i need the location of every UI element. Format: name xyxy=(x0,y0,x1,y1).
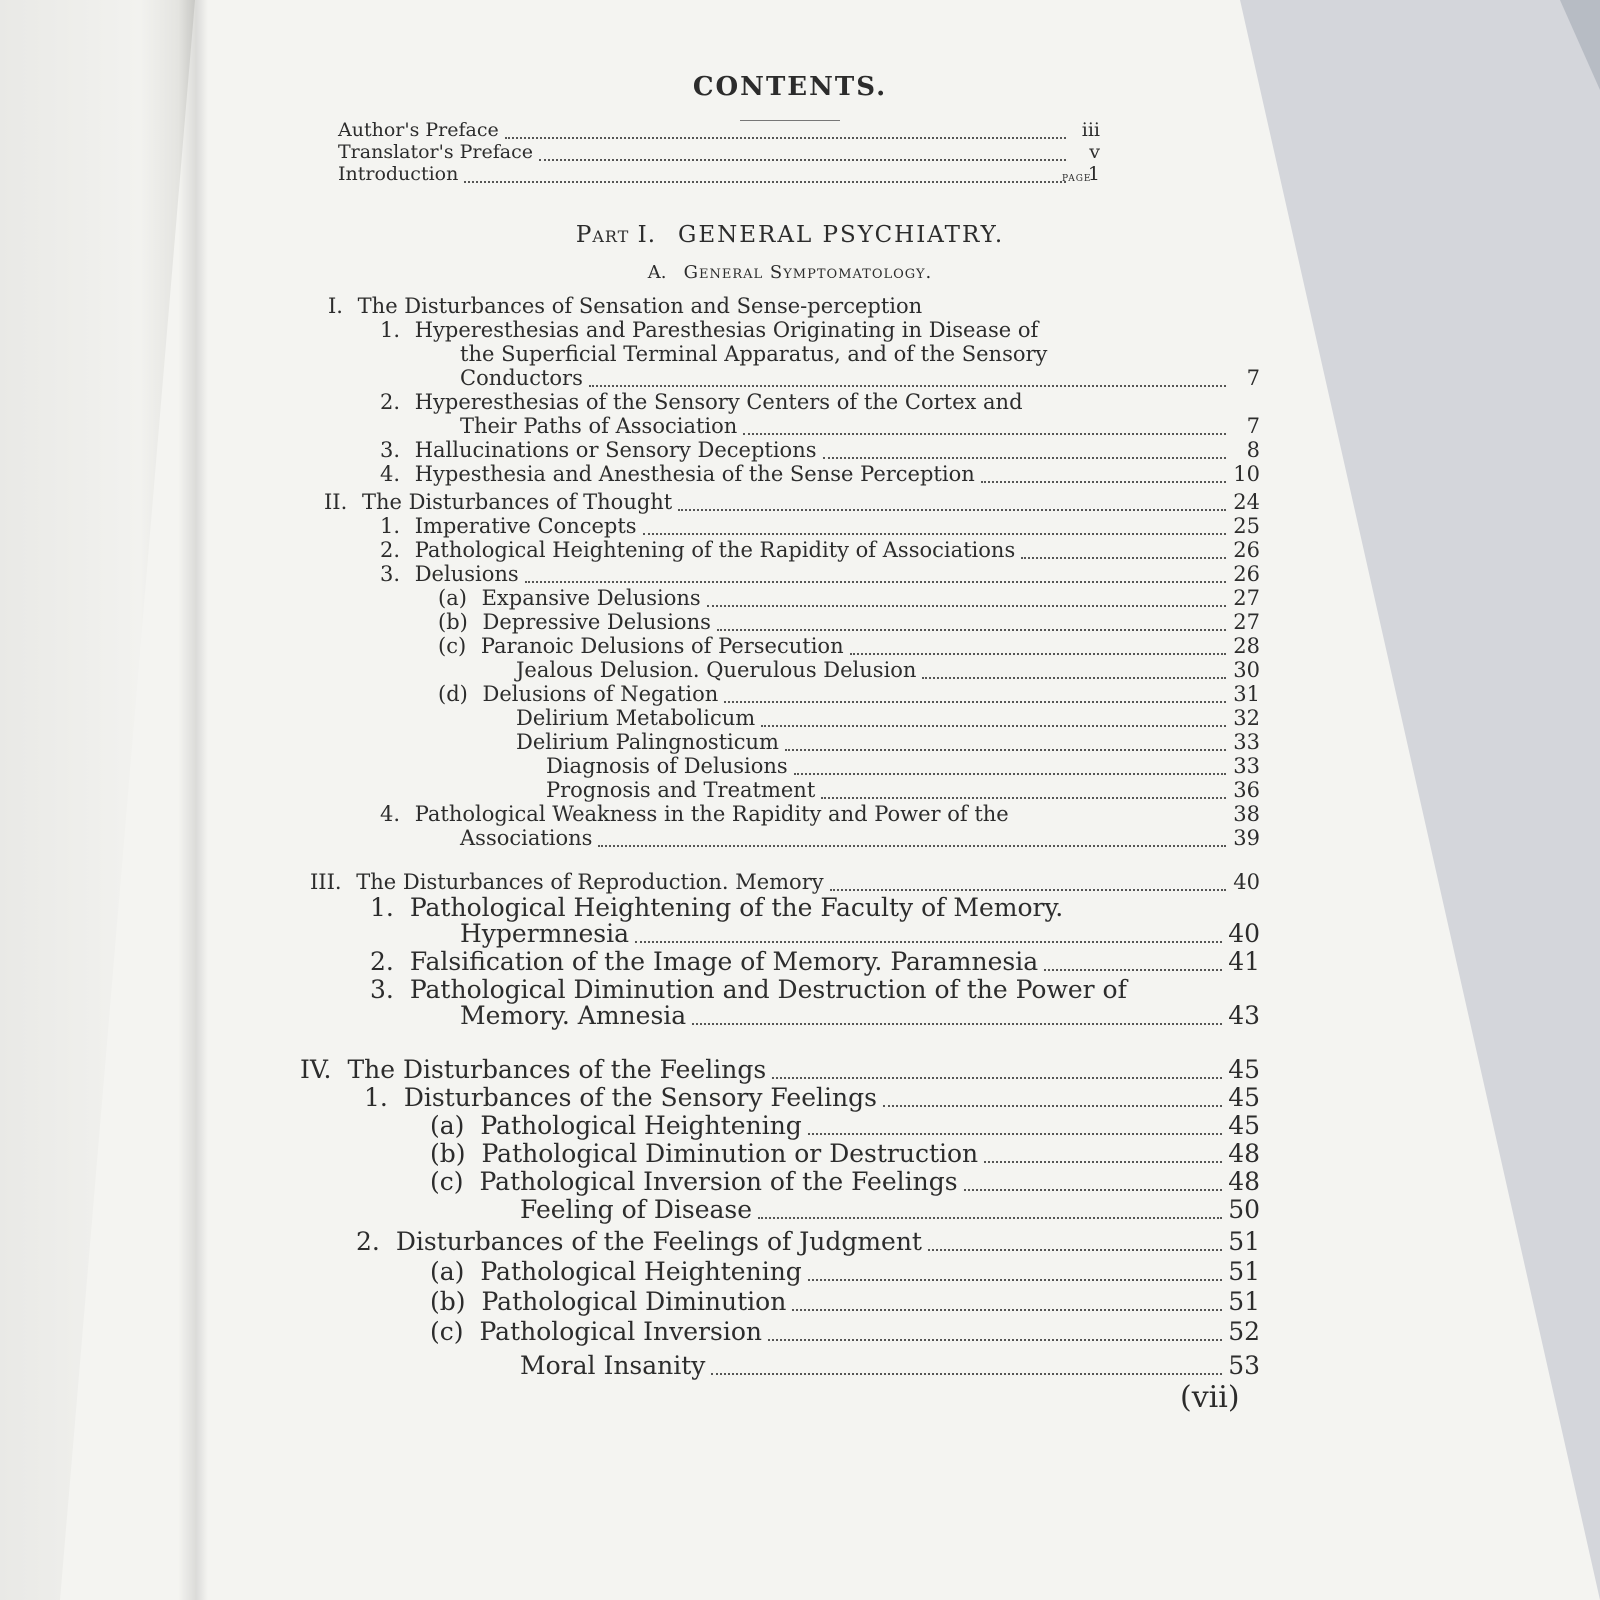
toc-entry xyxy=(520,1196,1260,1224)
entry-label: Paranoic Delusions of Persecution xyxy=(480,634,844,658)
entry-label: Hallucinations or Sensory Deceptions xyxy=(414,438,817,462)
entry-page: 7 xyxy=(1246,366,1260,390)
entry-page: 1 xyxy=(1087,163,1100,185)
dot-leader xyxy=(589,385,1226,387)
toc-entry xyxy=(430,1258,1260,1286)
entry-label: Hypermnesia xyxy=(460,919,630,948)
entry-label: The Disturbances of Reproduction. Memory xyxy=(356,870,824,894)
dot-leader xyxy=(984,1161,1222,1163)
entry-page: 31 xyxy=(1233,682,1260,706)
toc-entry xyxy=(430,1112,1260,1140)
entry-label: Pathological Diminution or Destruction xyxy=(481,1139,979,1168)
dot-leader xyxy=(1044,969,1222,971)
entry-page: 50 xyxy=(1228,1195,1260,1224)
entry-label: Disturbances of the Sensory Feelings xyxy=(403,1083,877,1112)
dot-leader xyxy=(761,725,1226,727)
entry-label: Pathological Heightening of the Rapidity of Associations xyxy=(414,538,1016,562)
entry-page: 51 xyxy=(1228,1227,1260,1256)
entry-page: 39 xyxy=(1233,826,1260,850)
toc-entry xyxy=(370,976,1260,1004)
dot-leader xyxy=(964,1189,1223,1191)
entry-number: (c) xyxy=(438,634,473,658)
entry-label: Hypesthesia and Anesthesia of the Sense Perception xyxy=(414,462,975,486)
dot-leader xyxy=(707,605,1226,607)
entry-page: 28 xyxy=(1233,634,1260,658)
entry-number: 2. xyxy=(380,538,407,562)
dot-leader xyxy=(830,889,1226,891)
toc-entry xyxy=(364,1084,1260,1112)
entry-page: 48 xyxy=(1228,1139,1260,1168)
part-prefix: Part I. xyxy=(575,222,657,248)
toc-entry xyxy=(460,920,1260,948)
entry-label: Depressive Delusions xyxy=(482,610,711,634)
dot-leader xyxy=(808,1133,1222,1135)
entry-label: Author's Preface xyxy=(338,119,499,141)
entry-number: III. xyxy=(310,870,349,894)
entry-number: 1. xyxy=(364,1083,396,1112)
entry-label: Pathological Weakness in the Rapidity and Power of the xyxy=(414,802,1009,826)
entry-page: 25 xyxy=(1233,514,1260,538)
entry-page: 33 xyxy=(1233,730,1260,754)
entry-page: 27 xyxy=(1233,610,1260,634)
dot-leader xyxy=(928,1249,1222,1251)
entry-number: (a) xyxy=(430,1257,473,1286)
dot-leader xyxy=(922,677,1226,679)
toc-entry xyxy=(460,1002,1260,1030)
dot-leader xyxy=(758,1217,1222,1219)
entry-label: The Disturbances of Sensation and Sense-perception xyxy=(357,294,923,318)
entry-label: Memory. Amnesia xyxy=(460,1001,687,1030)
entry-page: 41 xyxy=(1228,947,1260,976)
entry-label: Disturbances of the Feelings of Judgment xyxy=(395,1227,922,1256)
dot-leader xyxy=(464,181,1066,183)
entry-label: Pathological Diminution and Destruction of the Power of xyxy=(409,975,1127,1004)
toc-entry xyxy=(430,1288,1260,1316)
entry-number: (c) xyxy=(430,1167,472,1196)
entry-label: Delusions of Negation xyxy=(482,682,719,706)
dot-leader xyxy=(743,433,1226,435)
entry-page: 26 xyxy=(1233,538,1260,562)
entry-label: Delusions xyxy=(414,562,519,586)
entry-label: Translator's Preface xyxy=(338,141,534,163)
entry-page: 51 xyxy=(1228,1257,1260,1286)
dot-leader xyxy=(883,1105,1222,1107)
entry-number: 2. xyxy=(356,1227,388,1256)
entry-number: 4. xyxy=(380,462,407,486)
entry-label: Feeling of Disease xyxy=(520,1195,753,1224)
entry-page: 40 xyxy=(1233,870,1260,894)
entry-page: 8 xyxy=(1246,438,1260,462)
page-folio: (vii) xyxy=(1180,1380,1240,1415)
book-gutter xyxy=(178,0,208,1600)
page-title: CONTENTS. xyxy=(692,72,888,102)
entry-label: the Superficial Terminal Apparatus, and of the Sensory xyxy=(460,342,1048,366)
entry-label: Moral Insanity xyxy=(520,1351,706,1380)
entry-label: Conductors xyxy=(460,366,583,390)
entry-number: 1. xyxy=(370,893,402,922)
entry-page: 7 xyxy=(1246,414,1260,438)
entry-label: Imperative Concepts xyxy=(414,514,637,538)
entry-label: The Disturbances of the Feelings xyxy=(347,1055,767,1084)
dot-leader xyxy=(525,581,1226,583)
entry-label: Hyperesthesias of the Sensory Centers of the Cortex and xyxy=(414,390,1023,414)
entry-page: 30 xyxy=(1233,658,1260,682)
dot-leader xyxy=(794,773,1226,775)
part-title: GENERAL PSYCHIATRY. xyxy=(677,222,1005,248)
entry-label: Falsification of the Image of Memory. Paramnesia xyxy=(409,947,1039,976)
entry-label: Introduction xyxy=(338,163,459,185)
entry-label: Pathological Diminution xyxy=(481,1287,787,1316)
entry-page: iii xyxy=(1081,119,1100,141)
entry-label: Pathological Inversion of the Feelings xyxy=(479,1167,958,1196)
dot-leader xyxy=(678,509,1226,511)
entry-label: Jealous Delusion. Querulous Delusion xyxy=(516,658,917,682)
dot-leader xyxy=(808,1279,1222,1281)
entry-page: 45 xyxy=(1228,1055,1260,1084)
entry-label: Hyperesthesias and Paresthesias Originating in Disease of xyxy=(414,318,1039,342)
entry-page: 51 xyxy=(1228,1287,1260,1316)
dot-leader xyxy=(598,845,1226,847)
dot-leader xyxy=(643,533,1226,535)
dot-leader xyxy=(772,1077,1222,1079)
entry-number: (a) xyxy=(438,586,474,610)
entry-number: (b) xyxy=(438,610,475,634)
entry-page: 43 xyxy=(1228,1001,1260,1030)
page-column-label: PAGE xyxy=(1062,174,1092,184)
entry-number: IV. xyxy=(300,1055,340,1084)
entry-label: Their Paths of Association xyxy=(460,414,738,438)
entry-page: 36 xyxy=(1233,778,1260,802)
dot-leader xyxy=(768,1339,1222,1341)
dot-leader xyxy=(711,1373,1222,1375)
entry-page: 24 xyxy=(1233,490,1260,514)
dot-leader xyxy=(823,457,1227,459)
entry-number: (b) xyxy=(430,1287,474,1316)
entry-page: 33 xyxy=(1233,754,1260,778)
entry-label: Pathological Inversion xyxy=(479,1317,762,1346)
table-of-contents xyxy=(300,72,1280,1472)
entry-number: I. xyxy=(328,294,350,318)
entry-page: 27 xyxy=(1233,586,1260,610)
dot-leader xyxy=(981,481,1226,483)
entry-page: 32 xyxy=(1233,706,1260,730)
entry-label: Pathological Heightening of the Faculty of Memory. xyxy=(409,893,1064,922)
toc-entry xyxy=(460,824,1260,852)
toc-entry xyxy=(380,460,1260,488)
dot-leader xyxy=(692,1023,1222,1025)
entry-number: 3. xyxy=(380,562,407,586)
entry-page: 45 xyxy=(1228,1083,1260,1112)
entry-label: The Disturbances of Thought xyxy=(361,490,673,514)
toc-entry xyxy=(430,1168,1260,1196)
dot-leader xyxy=(785,749,1226,751)
dot-leader xyxy=(821,797,1226,799)
entry-label: Diagnosis of Delusions xyxy=(546,754,788,778)
toc-entry xyxy=(430,1318,1260,1346)
entry-number: II. xyxy=(324,490,354,514)
entry-number: 2. xyxy=(380,390,407,414)
entry-page: 38 xyxy=(1233,802,1260,826)
entry-number: (c) xyxy=(430,1317,472,1346)
dot-leader xyxy=(1021,557,1226,559)
entry-page: 40 xyxy=(1228,919,1260,948)
toc-entry xyxy=(430,1140,1260,1168)
entry-number: (a) xyxy=(430,1111,473,1140)
toc-entry xyxy=(520,1352,1260,1380)
dot-leader xyxy=(724,701,1226,703)
entry-page: 53 xyxy=(1228,1351,1260,1380)
toc-entry xyxy=(370,894,1260,922)
entry-page: 52 xyxy=(1228,1317,1260,1346)
entry-page: 10 xyxy=(1233,462,1260,486)
entry-page: 26 xyxy=(1233,562,1260,586)
entry-number: 3. xyxy=(370,975,402,1004)
dot-leader xyxy=(792,1309,1222,1311)
entry-number: 4. xyxy=(380,802,407,826)
section-heading xyxy=(300,262,1280,283)
entry-page: 45 xyxy=(1228,1111,1260,1140)
toc-entry-front-matter xyxy=(338,160,1100,188)
part-heading xyxy=(300,222,1280,248)
entry-label: Associations xyxy=(460,826,593,850)
entry-label: Delirium Metabolicum xyxy=(516,706,756,730)
toc-entry xyxy=(300,1056,1260,1084)
toc-entry xyxy=(356,1228,1260,1256)
dot-leader xyxy=(850,653,1226,655)
toc-entry xyxy=(310,868,1260,896)
entry-page: v xyxy=(1089,141,1100,163)
entry-number: (b) xyxy=(430,1139,474,1168)
entry-number: 1. xyxy=(380,514,407,538)
entry-label: Expansive Delusions xyxy=(481,586,701,610)
section-title: General Symptomatology. xyxy=(683,262,933,283)
entry-label: Pathological Heightening xyxy=(480,1111,802,1140)
entry-number: 3. xyxy=(380,438,407,462)
entry-page: 48 xyxy=(1228,1167,1260,1196)
entry-label: Delirium Palingnosticum xyxy=(516,730,779,754)
dot-leader xyxy=(717,629,1226,631)
section-letter: A. xyxy=(647,262,667,283)
entry-number: 1. xyxy=(380,318,407,342)
entry-label: Pathological Heightening xyxy=(480,1257,802,1286)
entry-label: Prognosis and Treatment xyxy=(546,778,816,802)
entry-number: (d) xyxy=(438,682,475,706)
toc-entry xyxy=(370,948,1260,976)
dot-leader xyxy=(635,941,1222,943)
entry-number: 2. xyxy=(370,947,402,976)
